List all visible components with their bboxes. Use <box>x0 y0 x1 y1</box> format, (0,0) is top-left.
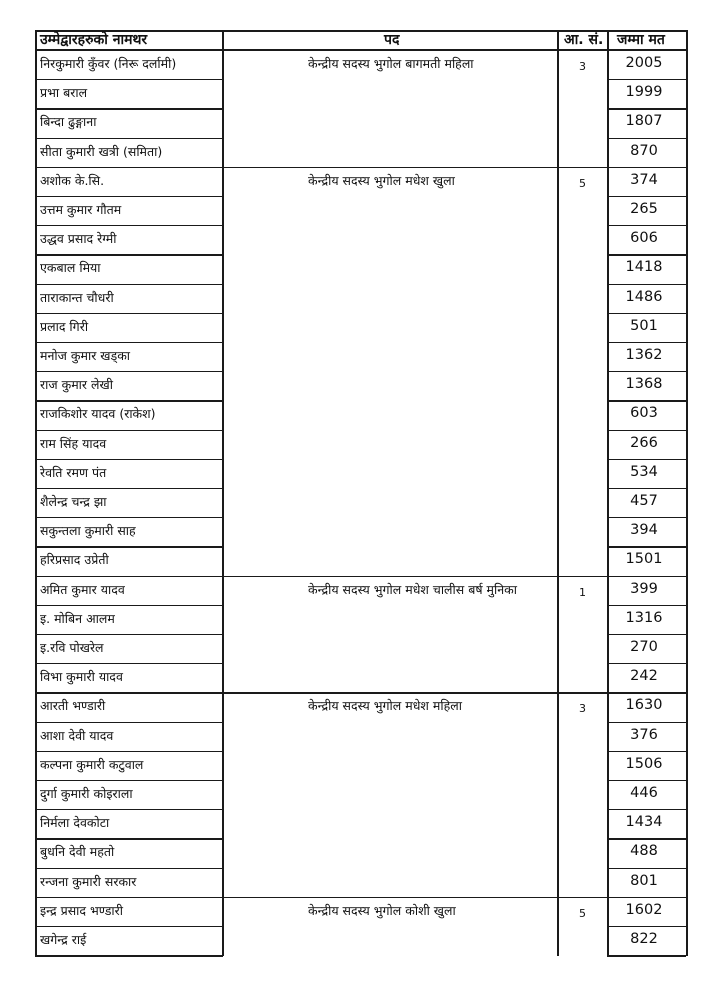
row-border <box>35 722 223 723</box>
candidate-name: ताराकान्त चौधरी <box>40 289 114 305</box>
row-border <box>607 751 686 752</box>
row-border <box>35 400 223 401</box>
row-border <box>607 400 686 401</box>
group-border <box>35 576 686 578</box>
candidate-name: आरती भण्डारी <box>40 698 106 714</box>
candidate-name: दुर्गा कुमारी कोइराला <box>40 786 133 801</box>
group-post: केन्द्रीय सदस्य भुगोल मधेश चालीस बर्ष मुनिका <box>308 581 518 597</box>
candidate-votes: 534 <box>630 463 658 480</box>
candidate-name: राजकिशोर यादव (राकेश) <box>40 406 156 422</box>
row-border <box>35 313 223 314</box>
candidate-votes: 1434 <box>625 814 663 831</box>
row-border <box>35 459 223 460</box>
group-seats: 5 <box>579 176 586 190</box>
row-border <box>607 955 686 957</box>
row-border <box>35 284 223 285</box>
row-border <box>35 196 223 197</box>
candidate-name: आशा देवी यादव <box>40 727 114 743</box>
candidate-name: अमित कुमार यादव <box>40 581 125 597</box>
row-border <box>607 196 686 197</box>
candidate-votes: 1362 <box>625 347 663 363</box>
candidate-name: निरकुमारी कुँवर (निरू दर्लामी) <box>40 56 177 71</box>
candidate-votes: 870 <box>630 142 658 159</box>
candidate-votes: 501 <box>630 317 658 334</box>
column-divider <box>607 30 609 956</box>
row-border <box>607 138 686 139</box>
header-votes: जम्मा मत <box>617 32 665 48</box>
candidate-votes: 1807 <box>625 113 663 130</box>
candidate-name: बिन्दा ढुङ्गाना <box>40 114 97 130</box>
row-border <box>35 809 223 810</box>
candidate-name: कल्पना कुमारी कटुवाल <box>40 756 144 772</box>
row-border <box>607 284 686 285</box>
candidate-name: बुधनि देवी महतो <box>40 844 115 860</box>
table-right-border <box>686 30 688 956</box>
candidate-votes: 1630 <box>625 697 663 714</box>
candidate-votes: 374 <box>630 171 658 188</box>
column-divider <box>222 30 224 956</box>
candidate-name: प्रलाद गिरी <box>40 318 89 334</box>
header-seats: आ. सं. <box>564 32 604 48</box>
row-border <box>607 926 686 927</box>
candidate-name: सकुन्तला कुमारी साह <box>40 523 136 539</box>
candidate-name: हरिप्रसाद उप्रेती <box>40 552 109 568</box>
row-border <box>35 605 223 606</box>
row-border <box>35 780 223 781</box>
row-border <box>607 254 686 255</box>
row-border <box>607 838 686 839</box>
group-post: केन्द्रीय सदस्य भुगोल मधेश महिला <box>308 698 462 714</box>
row-border <box>607 459 686 460</box>
candidate-name: खगेन्द्र राई <box>40 932 87 947</box>
candidate-votes: 399 <box>630 580 658 597</box>
candidate-name: मनोज कुमार खड्का <box>40 348 131 363</box>
header-name: उम्मेद्वारहरुको नामथर <box>40 32 148 48</box>
group-post: केन्द्रीय सदस्य भुगोल कोशी खुला <box>308 902 456 918</box>
candidate-votes: 801 <box>630 872 658 889</box>
candidate-name: राज कुमार लेखी <box>40 377 113 393</box>
row-border <box>35 254 223 255</box>
candidate-votes: 1316 <box>625 609 663 626</box>
row-border <box>35 342 223 343</box>
candidate-votes: 606 <box>630 230 658 247</box>
candidate-name: एकबाल मिया <box>40 260 101 276</box>
row-border <box>607 546 686 547</box>
row-border <box>607 634 686 635</box>
candidate-votes: 1999 <box>625 84 663 101</box>
candidate-votes: 1506 <box>625 755 663 772</box>
candidate-votes: 394 <box>630 522 658 539</box>
candidate-name: इन्द्र प्रसाद भण्डारी <box>40 902 124 918</box>
row-border <box>607 225 686 226</box>
row-border <box>607 868 686 869</box>
candidate-votes: 266 <box>630 434 658 451</box>
candidate-name: इ.रवि पोखरेल <box>40 640 104 655</box>
candidate-name: निर्मला देवकोटा <box>40 815 110 831</box>
row-border <box>35 634 223 635</box>
candidate-votes: 488 <box>630 843 658 860</box>
candidate-votes: 1368 <box>625 376 663 393</box>
row-border <box>35 751 223 752</box>
candidate-name: इ. मोबिन आलम <box>40 610 115 626</box>
row-border <box>35 488 223 489</box>
row-border <box>607 517 686 518</box>
candidate-votes: 1418 <box>625 259 663 276</box>
candidate-name: अशोक के.सि. <box>40 172 105 188</box>
row-border <box>607 663 686 664</box>
candidate-votes: 603 <box>630 405 658 422</box>
candidate-name: रेवति रमण पंत <box>40 464 107 480</box>
row-border <box>607 809 686 810</box>
row-border <box>35 138 223 139</box>
row-border <box>607 488 686 489</box>
candidate-votes: 265 <box>630 201 658 217</box>
group-post: केन्द्रीय सदस्य भुगोल मधेश खुला <box>308 172 455 188</box>
candidate-name: राम सिंह यादव <box>40 435 107 451</box>
row-border <box>607 108 686 109</box>
row-border <box>35 663 223 664</box>
row-border <box>607 342 686 343</box>
group-border <box>35 897 686 899</box>
candidate-name: उत्तम कुमार गौतम <box>40 202 122 217</box>
row-border <box>35 79 223 80</box>
candidate-name: सीता कुमारी खत्री (समिता) <box>40 143 163 159</box>
group-border <box>35 692 686 694</box>
header-post: पद <box>384 32 400 48</box>
row-border <box>607 722 686 723</box>
header-bottom-border <box>35 49 686 51</box>
row-border <box>607 780 686 781</box>
candidate-name: रन्जना कुमारी सरकार <box>40 873 137 889</box>
candidate-name: शैलेन्द्र चन्द्र झा <box>40 494 107 509</box>
candidate-name: उद्धव प्रसाद रेग्मी <box>40 231 117 247</box>
column-divider <box>557 30 559 956</box>
candidate-votes: 2005 <box>625 55 663 71</box>
group-seats: 3 <box>579 702 586 716</box>
candidate-votes: 446 <box>630 785 658 801</box>
group-seats: 1 <box>579 585 586 599</box>
candidate-votes: 270 <box>630 639 658 655</box>
candidate-votes: 376 <box>630 726 658 743</box>
candidate-votes: 242 <box>630 668 658 685</box>
row-border <box>35 838 223 839</box>
row-border <box>35 868 223 869</box>
table-left-border <box>35 30 37 956</box>
row-border <box>35 517 223 518</box>
row-border <box>607 371 686 372</box>
candidate-votes: 822 <box>630 931 658 947</box>
row-border <box>607 79 686 80</box>
candidate-votes: 1486 <box>625 288 663 305</box>
row-border <box>35 371 223 372</box>
row-border <box>35 955 223 957</box>
candidate-name: प्रभा बराल <box>40 85 88 101</box>
row-border <box>35 225 223 226</box>
candidate-votes: 457 <box>630 493 658 509</box>
group-post: केन्द्रीय सदस्य भुगोल बागमती महिला <box>308 56 474 71</box>
group-seats: 5 <box>579 906 586 920</box>
row-border <box>35 108 223 109</box>
candidate-votes: 1602 <box>625 901 663 918</box>
row-border <box>35 430 223 431</box>
candidate-name: विभा कुमारी यादव <box>40 669 123 685</box>
group-seats: 3 <box>579 60 586 73</box>
row-border <box>35 926 223 927</box>
row-border <box>35 546 223 547</box>
row-border <box>607 605 686 606</box>
row-border <box>607 313 686 314</box>
row-border <box>607 430 686 431</box>
group-border <box>35 167 686 169</box>
candidate-votes: 1501 <box>625 551 663 568</box>
